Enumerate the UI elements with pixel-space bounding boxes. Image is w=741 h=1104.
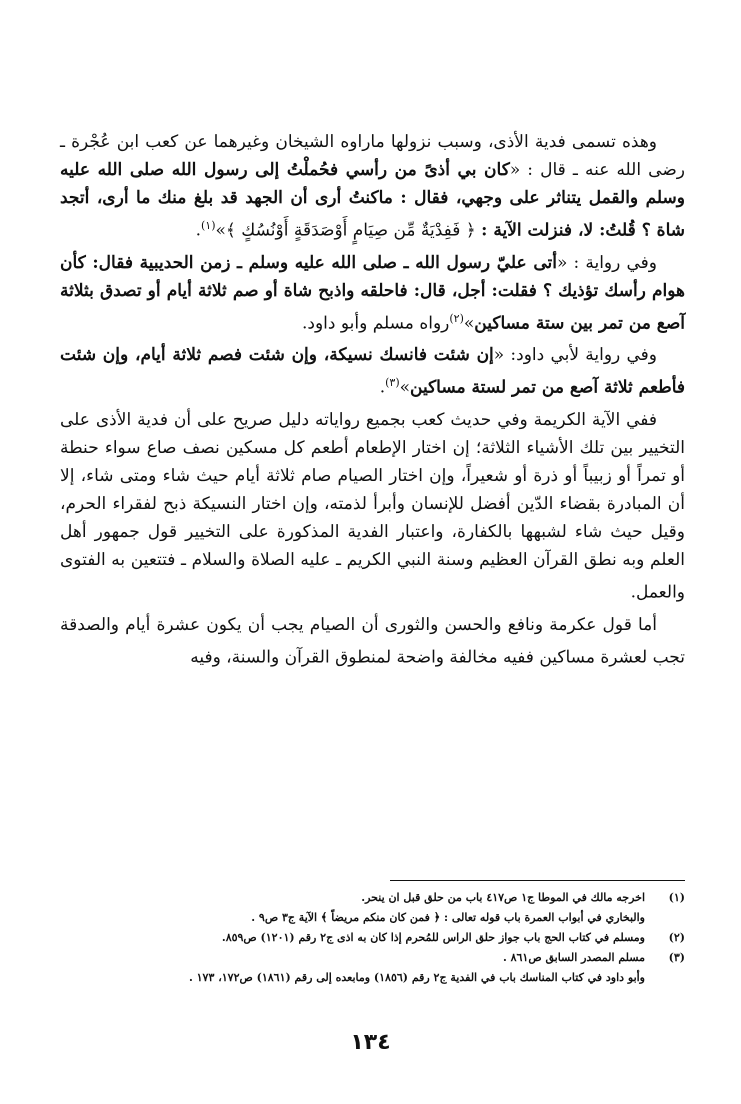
hadith-text: كان بي أذىً من رأسي فحُملْتُ إلى رسول الله صلى الله عليه وسلم والقمل يتناثر على وجهي، فقال : ماكنتُ أرى أن الجهد قد بلغ منك ما أرى، أتجد شاة ؟ قُلتُ: لا، فنزلت الآية :	[60, 160, 685, 241]
footnote-number: (١)	[668, 891, 685, 904]
paragraph-tail: رواه مسلم وأبو داود.	[301, 313, 450, 334]
footnote	[60, 908, 685, 928]
paragraph-tail: .	[195, 220, 201, 241]
footnote-text: ومسلم في كتاب الحج باب جواز حلق الراس للمُحرم إذا كان به اذى ج٢ رقم (١٢٠١) ص٨٥٩.	[221, 931, 645, 944]
footnote	[60, 928, 685, 948]
paragraph-text: ففي الآية الكريمة وفي حديث كعب بجميع رواياته دليل صريح على أن فدية الأذى على التخيير بين تلك الأشياء الثلاثة؛ إن اختار الإطعام أطعم كل مسكين نصف صاع سواء حنطة أو تمراً أو زبيباً أو ذرة أو شعيراً، وإن اختار الصيام صام ثلاثة أيام حيث شاء ومتى شاء، إلا أن المبادرة بقضاء الدّين أفضل للإنسان وأبرأ لذمته، وإن اختار النسيكة ذبح لفقراء الحرم، وقيل حيث شاء لشبهها بالكفارة، واعتبار الفدية المذكورة على التخيير قول جمهور أهل العلم وبه نطق القرآن العظيم وسنة النبي الكريم ـ عليه الصلاة والسلام ـ فتتعين به الفتوى والعمل.	[60, 409, 685, 603]
paragraph-text: وفي رواية لأبي داود: «	[493, 345, 658, 366]
paragraph-text: وفي رواية : «	[556, 252, 657, 273]
paragraph-tail: .	[379, 377, 386, 398]
footnote-ref: (٣)	[385, 376, 400, 390]
hadith-text: أتى عليّ رسول الله ـ صلى الله عليه وسلم ـ زمن الحديبية فقال: كأن هوام رأسك تؤذيك ؟ فقلت: أجل، قال: فاحلقه واذبح شاة أو صم ثلاثة أيام أو تصدق بثلاثة آصع من تمر بين ستة مساكين	[60, 252, 685, 334]
paragraph-text: أما قول عكرمة ونافع والحسن والثورى أن الصيام يجب أن يكون عشرة أيام والصدقة تجب لعشرة مساكين ففيه مخالفة واضحة لمنطوق القرآن والسنة، وفيه	[60, 614, 685, 668]
footnote	[60, 888, 685, 908]
quote-close: »	[463, 313, 475, 334]
footnote	[60, 948, 685, 968]
quran-verse: ﴿ فَفِدْيَةٌ مِّن صِيَامٍ أَوْصَدَقَةٍ أَوْنُسُكٍ ﴾»	[215, 220, 482, 241]
paragraph-2	[60, 249, 685, 338]
page-number: ١٣٤	[350, 1030, 391, 1055]
paragraph-1	[60, 128, 685, 245]
footnote-number: (٢)	[668, 931, 685, 944]
main-text	[60, 128, 685, 675]
footnote-number: (٣)	[668, 951, 685, 964]
paragraph-3	[60, 341, 685, 402]
footnote-ref: (١)	[201, 219, 216, 232]
quote-close: »	[399, 377, 411, 398]
footnote	[60, 968, 685, 988]
footnotes	[60, 888, 685, 988]
footnote-text: وأبو داود في كتاب المناسك باب في الفدية ج٢ رقم (١٨٥٦) ومابعده إلى رقم (١٨٦١) ص١٧٢، ١٧٣ .	[188, 971, 645, 984]
footnote-divider	[390, 880, 685, 881]
footnote-text: مسلم المصدر السابق ص٨٦١ .	[502, 951, 645, 964]
footnote-number	[645, 968, 685, 988]
footnote-number	[645, 908, 685, 928]
paragraph-text: وهذه تسمى فدية الأذى، وسبب نزولها ماراوه الشيخان وغيرهما عن كعب ابن عُجْرة ـ رضى الله عنه ـ قال : «	[60, 132, 685, 180]
hadith-text: إن شئت فانسك نسيكة، وإن شئت فصم ثلاثة أيام، وإن شئت فأطعم ثلاثة آصع من تمر لستة مساكين	[60, 345, 685, 398]
paragraph-5	[60, 611, 685, 672]
footnote-ref: (٢)	[449, 311, 464, 325]
paragraph-4	[60, 406, 685, 607]
footnote-text: اخرجه مالك في الموطا ج١ ص٤١٧ باب من حلق قبل ان ينحر.	[361, 891, 645, 904]
footnote-text: والبخاري في أبواب العمرة باب قوله تعالى : ﴿ فمن كان منكم مريضاً ﴾ الآية ج٣ ص٩ .	[251, 911, 645, 924]
